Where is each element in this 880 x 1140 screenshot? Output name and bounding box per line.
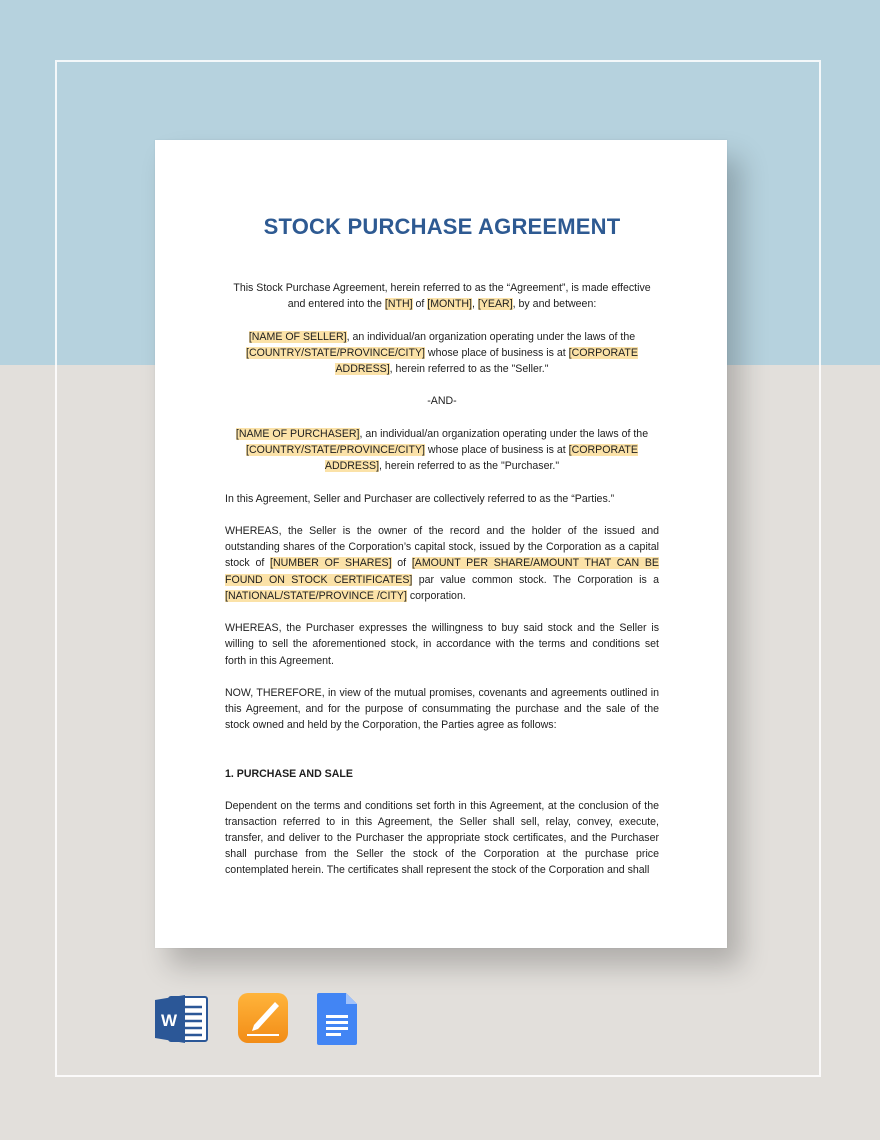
purchaser-paragraph [225,426,659,475]
intro-paragraph [225,280,659,312]
apple-pages-icon[interactable] [238,993,288,1043]
placeholder-field: [COUNTRY/STATE/PROVINCE/CITY] [246,443,425,456]
placeholder-field: [NATIONAL/STATE/PROVINCE /CITY] [225,589,407,602]
text-run: par value common stock. The Corporation is a [412,573,660,586]
whereas-paragraph-1 [225,523,659,604]
text-run: In this Agreement, Seller and Purchaser are collectively referred to as the “Parties.” [225,492,615,505]
text-run: WHEREAS, the Seller is the owner of the record and the holder of the issued and outstanding shares of the Corporation’s capital stock, issued by the Corporation as a capital stock of [225,524,659,570]
placeholder-field: [NUMBER OF SHARES] [270,557,392,570]
text-run: , an individual/an organization operating under the laws of the [346,330,636,343]
section-heading: 1. PURCHASE AND SALE [225,767,353,780]
placeholder-field: [AMOUNT PER SHARE/AMOUNT THAT CAN BE FOUND ON STOCK CERTIFICATES] [225,557,659,586]
text-run: , [472,298,478,311]
google-docs-icon[interactable] [317,993,359,1045]
placeholder-field: [MONTH] [427,298,473,311]
text-run: , an individual/an organization operating under the laws of the [359,427,649,440]
text-run: of [412,298,428,311]
placeholder-field: [YEAR] [477,298,513,311]
whereas-paragraph-2 [225,620,659,669]
text-run: This Stock Purchase Agreement, herein referred to as the “Agreement”, is made effective and entered into the [233,282,651,311]
text-run: , herein referred to as the "Purchaser." [379,460,560,473]
text-run: of [391,557,412,570]
placeholder-field: [NTH] [384,298,413,311]
and-separator: -AND- [427,395,457,408]
placeholder-field: [NAME OF PURCHASER] [235,427,360,440]
text-run: NOW, THEREFORE, in view of the mutual promises, covenants and agreements outlined in this Agreement, and for the purpose of consummating the purchase and the sale of the stock owned and held by the Corporation, the Parties agree as follows: [225,686,659,732]
document-title: STOCK PURCHASE AGREEMENT [263,214,621,239]
microsoft-word-icon[interactable] [155,993,209,1045]
document-page [155,140,727,948]
seller-paragraph [225,329,659,378]
text-run: Dependent on the terms and conditions set forth in this Agreement, at the conclusion of the transaction referred to in this Agreement, the Seller shall sell, relay, convey, execute, transfer, and deliver to the Purchaser the appropriate stock certificates, and the Purchaser shall purchase from the Seller the stock of the Corporation at the purchase price contemplated herein. The certificates shall represent the stock of the Corporation and shall [225,799,659,877]
text-run: , herein referred to as the "Seller." [389,363,549,375]
now-therefore-paragraph [225,685,659,734]
text-run: corporation. [406,589,466,602]
word-letter: W [160,1011,178,1030]
parties-paragraph [225,491,659,507]
placeholder-field: [CORPORATE ADDRESS] [324,443,638,473]
placeholder-field: [NAME OF SELLER] [248,330,347,343]
placeholder-field: [CORPORATE ADDRESS] [335,346,638,375]
text-run: WHEREAS, the Purchaser expresses the willingness to buy said stock and the Seller is willing to sell the aforementioned stock, in accordance with the terms and conditions set forth in this Agreement. [225,622,659,667]
section-body [225,798,659,879]
text-run: , by and between: [512,298,597,311]
text-run: whose place of business is at [424,346,569,359]
text-run: whose place of business is at [424,443,569,456]
placeholder-field: [COUNTRY/STATE/PROVINCE/CITY] [246,346,425,359]
